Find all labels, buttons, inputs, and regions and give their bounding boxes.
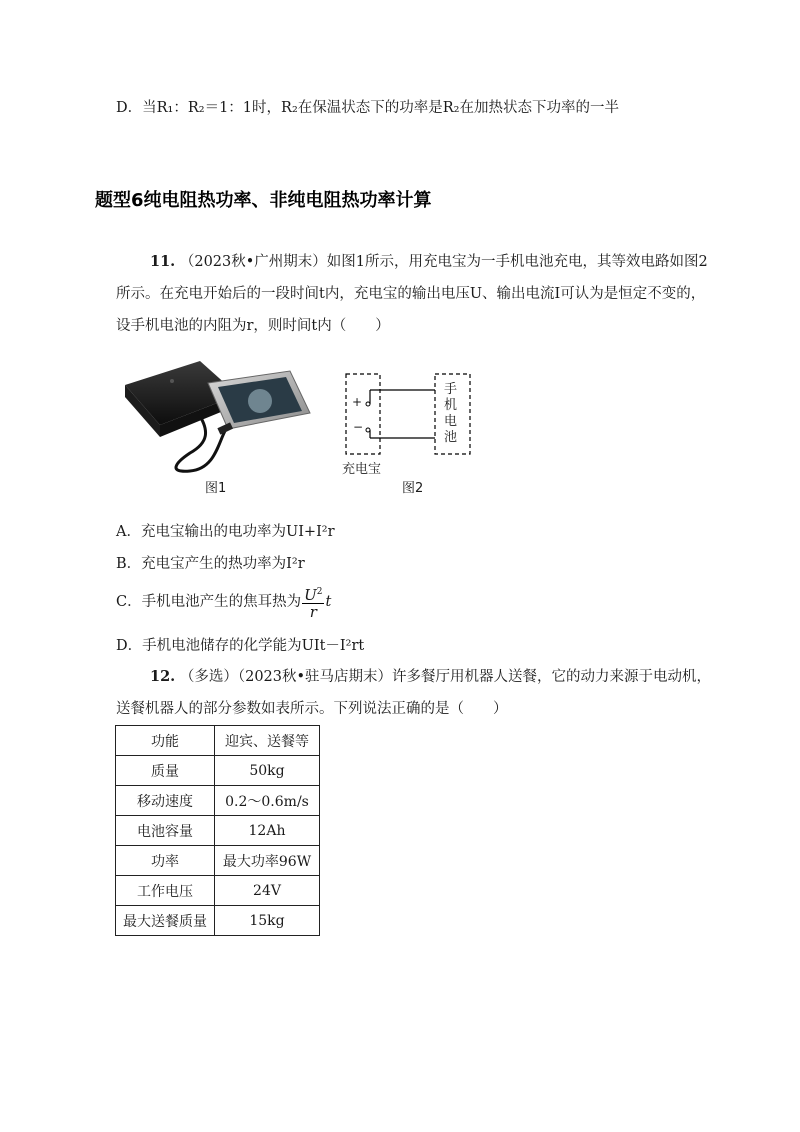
q11-line-1 — [150, 252, 708, 272]
q12-text-1: （多选）（2023秋•驻马店期末）许多餐厅用机器人送餐，它的动力来源于电动机， — [179, 669, 712, 685]
plus-sign: + — [352, 395, 363, 409]
figure-1-caption: 图1 — [205, 481, 227, 496]
q11-line-2: 所示。在充电开始后的一段时间t内，充电宝的输出电压U、输出电流I可认为是恒定不变的， — [116, 286, 706, 302]
table-row: 质量 50kg — [116, 756, 320, 786]
figure-2-caption: 图2 — [402, 481, 424, 496]
q11-option-a: A．充电宝输出的电功率为UI+I²r — [116, 524, 335, 540]
q12-line-2: 送餐机器人的部分参数如表所示。下列说法正确的是（ ） — [116, 701, 508, 717]
power-bank-label: 充电宝 — [342, 462, 382, 477]
table-row: 最大送餐质量 15kg — [116, 906, 320, 936]
figure-2-circuit — [340, 360, 480, 460]
q12-number: 12. — [150, 668, 176, 685]
q11-line-3: 设手机电池的内阻为r，则时间t内（ ） — [116, 318, 390, 334]
table-row: 功能 迎宾、送餐等 — [116, 726, 320, 756]
q11-number: 11. — [150, 253, 176, 270]
figure-1-photo — [120, 343, 315, 473]
table-row: 移动速度 0.2～0.6m/s — [116, 786, 320, 816]
q11-option-d: D．手机电池储存的化学能为UIt－I²rt — [116, 638, 365, 654]
q12-line-1 — [150, 667, 711, 687]
joule-heat-fraction: $\frac{U^2}{r}$ — [304, 586, 323, 621]
q11-option-b: B．充电宝产生的热功率为I²r — [116, 556, 305, 572]
q11-option-c: C．手机电池产生的焦耳热为 $\frac{U^2}{r}$ t — [116, 586, 332, 621]
positive-terminal — [366, 402, 370, 406]
previous-option-d: D．当R₁：R₂＝1：1时，R₂在保温状态下的功率是R₂在加热状态下功率的一半 — [116, 100, 619, 116]
minus-sign: − — [353, 420, 364, 434]
table-row: 工作电压 24V — [116, 876, 320, 906]
table-row: 功率 最大功率96W — [116, 846, 320, 876]
negative-terminal — [366, 428, 370, 432]
phone-battery-label: 手 机 电 池 — [444, 382, 458, 445]
section-heading: 题型6纯电阻热功率、非纯电阻热功率计算 — [95, 190, 432, 211]
table-row: 电池容量 12Ah — [116, 816, 320, 846]
power-bank-box — [346, 374, 380, 454]
phone-shape — [208, 371, 310, 429]
q11-text-1: （2023秋•广州期末）如图1所示，用充电宝为一手机电池充电，其等效电路如图2 — [179, 254, 708, 270]
robot-parameter-table — [115, 725, 320, 936]
